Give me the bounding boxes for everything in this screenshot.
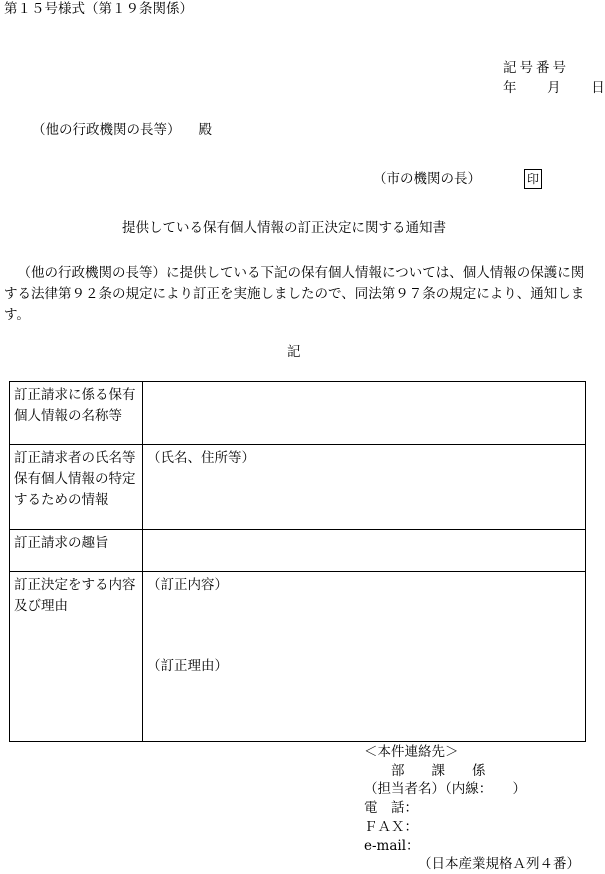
row-value-requester: （氏名、住所等）	[143, 445, 586, 530]
table-row	[10, 445, 586, 530]
correction-reason-label: （訂正理由）	[147, 658, 228, 674]
seal-stamp: 印	[524, 169, 542, 189]
document-title: 提供している保有個人情報の訂正決定に関する通知書	[122, 220, 446, 236]
contact-fax: ＦＡＸ：	[364, 818, 418, 835]
table-row	[10, 572, 586, 742]
document-number-label: 記号番号	[503, 60, 569, 76]
contact-person: （担当者名）（内線： ）	[364, 781, 526, 798]
contact-phone: 電 話：	[364, 800, 418, 817]
row-label-request-purpose: 訂正請求の趣旨	[10, 530, 143, 572]
row-value-info-name	[143, 382, 586, 445]
year-label: 年	[503, 80, 517, 96]
sender-name: （市の機関の長）	[373, 171, 481, 187]
notice-body	[4, 263, 586, 326]
addressee-name: （他の行政機関の長等）	[32, 122, 181, 138]
table-row	[10, 382, 586, 445]
addressee-honorific: 殿	[198, 122, 212, 138]
form-number-title: 第１５号様式（第１９条関係）	[4, 1, 193, 17]
table-row	[10, 530, 586, 572]
correction-details-table	[9, 381, 586, 742]
month-label: 月	[547, 80, 561, 96]
document-date-label	[503, 82, 605, 96]
contact-email: e-mail：	[364, 837, 420, 854]
contact-heading: ＜本件連絡先＞	[364, 744, 459, 760]
row-value-decision	[143, 572, 586, 742]
row-label-info-name: 訂正請求に係る保有個人情報の名称等	[10, 382, 143, 445]
row-label-requester: 訂正請求者の氏名等保有個人情報の特定するための情報	[10, 445, 143, 530]
addressee	[32, 124, 212, 138]
ki-heading: 記	[287, 344, 301, 360]
contact-department: 部 課 係	[364, 762, 486, 779]
paper-size-note: （日本産業規格Ａ列４番）	[418, 856, 580, 873]
row-label-decision: 訂正決定をする内容及び理由	[10, 572, 143, 742]
contact-block	[364, 743, 580, 874]
day-label: 日	[591, 80, 605, 96]
row-value-request-purpose	[143, 530, 586, 572]
notice-paragraph: （他の行政機関の長等）に提供している下記の保有個人情報については、個人情報の保護に関する法律第９２条の規定により訂正を実施しましたので、同法第９７条の規定により、通知します。	[4, 265, 585, 323]
correction-content-label: （訂正内容）	[147, 577, 228, 593]
